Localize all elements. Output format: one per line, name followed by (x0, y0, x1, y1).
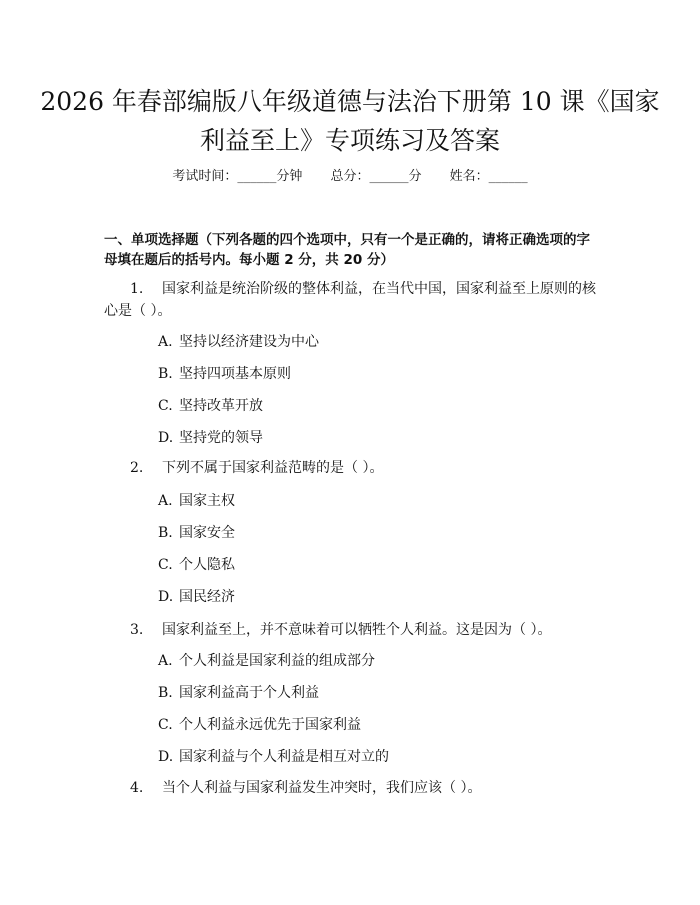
option-text: 国家安全 (179, 525, 235, 541)
option-letter: A. (158, 493, 173, 509)
question-3-option-d (158, 748, 389, 766)
option-letter: B. (158, 525, 173, 541)
option-text: 个人隐私 (179, 557, 235, 573)
option-letter: B. (158, 366, 173, 382)
question-1-option-c (158, 397, 263, 415)
question-number: 2. (130, 460, 144, 476)
option-text: 坚持以经济建设为中心 (179, 334, 319, 350)
option-letter: B. (158, 685, 173, 701)
question-3-option-b (158, 684, 319, 702)
document-title: 2026 年春部编版八年级道德与法治下册第 10 课《国家利益至上》专项练习及答案 (40, 87, 660, 155)
question-2-option-c (158, 556, 235, 574)
question-3-option-c (158, 716, 361, 734)
question-number: 3. (130, 622, 144, 638)
question-1-stem (104, 278, 604, 322)
option-text: 坚持党的领导 (179, 430, 263, 446)
question-3-option-a (158, 652, 375, 670)
question-1-option-b (158, 365, 291, 383)
option-text: 坚持四项基本原则 (179, 366, 291, 382)
option-letter: D. (158, 749, 174, 765)
question-text: 下列不属于国家利益范畴的是（ ）。 (162, 460, 384, 476)
option-text: 个人利益永远优先于国家利益 (179, 717, 361, 733)
option-letter: C. (158, 398, 173, 414)
question-2-option-a (158, 492, 235, 510)
option-text: 坚持改革开放 (179, 398, 263, 414)
question-text: 国家利益是统治阶级的整体利益，在当代中国，国家利益至上原则的核心是（ ）。 (104, 281, 596, 319)
option-letter: A. (158, 334, 173, 350)
exam-info (0, 168, 700, 186)
option-text: 国家主权 (179, 493, 235, 509)
section-heading: 一、单项选择题（下列各题的四个选项中，只有一个是正确的，请将正确选项的字母填在题后的括号内。每小题 2 分，共 20 分） (104, 232, 590, 268)
option-letter: C. (158, 557, 173, 573)
question-2-stem (104, 457, 604, 479)
total-score-field: 总分：______分 (330, 169, 422, 184)
option-letter: A. (158, 653, 173, 669)
question-1-option-a (158, 333, 319, 351)
option-text: 国家利益与个人利益是相互对立的 (179, 749, 389, 765)
question-2-option-d (158, 588, 235, 606)
question-2-option-b (158, 524, 235, 542)
question-4-stem (104, 777, 604, 799)
exam-time-field: 考试时间：______分钟 (172, 169, 303, 184)
option-text: 国家利益高于个人利益 (179, 685, 319, 701)
question-number: 4. (130, 780, 144, 796)
option-letter: D. (158, 589, 174, 605)
option-letter: C. (158, 717, 173, 733)
option-text: 国民经济 (179, 589, 235, 605)
student-name-field: 姓名：______ (449, 169, 528, 184)
option-text: 个人利益是国家利益的组成部分 (179, 653, 375, 669)
question-number: 1. (130, 281, 144, 297)
question-1-option-d (158, 429, 263, 447)
question-text: 国家利益至上，并不意味着可以牺牲个人利益。这是因为（ ）。 (162, 622, 552, 638)
option-letter: D. (158, 430, 174, 446)
question-3-stem (104, 619, 604, 641)
question-text: 当个人利益与国家利益发生冲突时，我们应该（ ）。 (162, 780, 482, 796)
